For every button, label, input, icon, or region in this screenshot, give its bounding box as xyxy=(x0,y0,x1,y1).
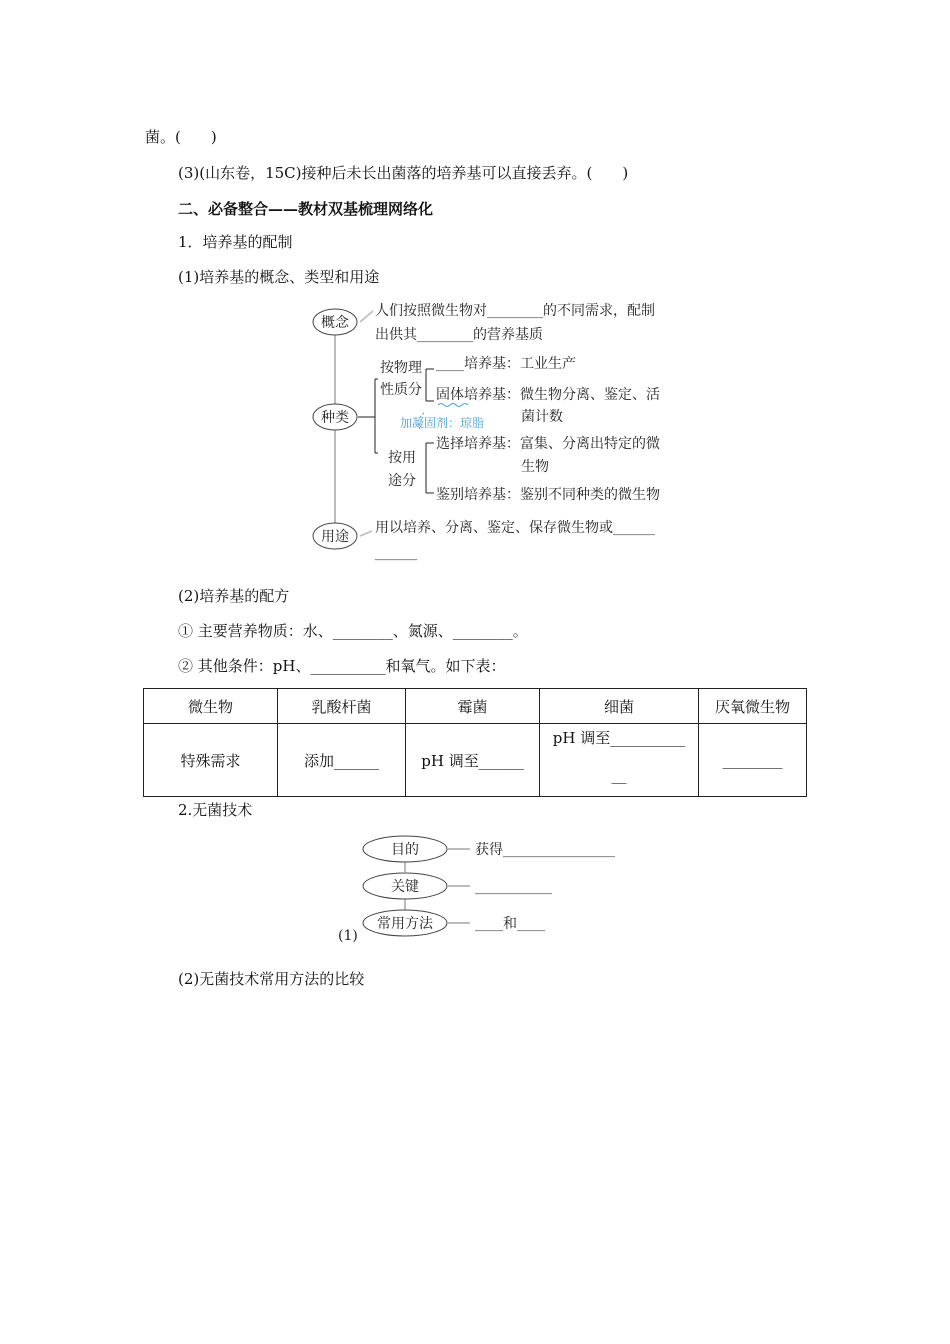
section-heading: 二、必备整合——教材双基梳理网络化 xyxy=(178,200,434,218)
subheading-medium-prep: 1．培养基的配制 xyxy=(178,233,293,251)
header-cell: 微生物 xyxy=(144,689,278,724)
handwritten-note: 加凝固剂：琼脂 xyxy=(400,416,485,430)
use-category-line1: 按用 xyxy=(388,450,416,466)
use-bracket xyxy=(426,443,434,493)
subheading-comparison: (2)无菌技术常用方法的比较 xyxy=(178,970,365,988)
bacteria-cell xyxy=(540,724,699,797)
subheading-concept: (1)培养基的概念、类型和用途 xyxy=(178,268,380,286)
physical-category-line1: 按物理 xyxy=(380,360,422,376)
use-label: 用途 xyxy=(321,529,349,545)
use-text-line1: 用以培养、分离、鉴定、保存微生物或______ xyxy=(375,520,655,536)
row-label-cell: 特殊需求 xyxy=(144,724,278,797)
physical-bracket xyxy=(426,369,434,401)
table-row xyxy=(144,724,807,797)
key-text: ___________ xyxy=(475,879,552,895)
handwritten-wave-underline xyxy=(438,404,468,407)
concept-arrow xyxy=(360,311,373,322)
key-label: 关键 xyxy=(391,879,419,895)
header-cell: 霉菌 xyxy=(406,689,540,724)
question-tail: 菌。( ) xyxy=(145,128,217,146)
selective-medium-line1: 选择培养基：富集、分离出特定的微 xyxy=(436,436,660,452)
goal-label: 目的 xyxy=(391,842,419,858)
figure-number: (1) xyxy=(338,928,358,944)
bacteria-cell-line1: pH 调至__________ xyxy=(552,728,686,747)
subheading-aseptic: 2.无菌技术 xyxy=(178,801,253,819)
differential-medium: 鉴别培养基：鉴别不同种类的微生物 xyxy=(436,487,660,503)
question-3: (3)(山东卷，15C)接种后未长出菌落的培养基可以直接丢弃。( ) xyxy=(178,164,629,182)
medium-concept-map xyxy=(300,295,680,565)
mold-cell: pH 调至______ xyxy=(406,724,540,797)
lactic-cell: 添加______ xyxy=(278,724,406,797)
header-cell: 乳酸杆菌 xyxy=(278,689,406,724)
header-cell: 厌氧微生物 xyxy=(699,689,807,724)
special-requirements-table xyxy=(143,688,807,797)
concept-label: 概念 xyxy=(321,315,349,331)
liquid-medium: ____培养基：工业生产 xyxy=(436,356,576,372)
method-label: 常用方法 xyxy=(377,916,433,932)
header-cell: 细菌 xyxy=(540,689,699,724)
aseptic-technique-map xyxy=(330,830,650,950)
selective-medium-line2: 生物 xyxy=(521,459,549,475)
use-text-line2: ______ xyxy=(375,545,417,561)
table-header-row xyxy=(144,689,807,724)
concept-text-line1: 人们按照微生物对________的不同需求，配制 xyxy=(375,303,655,319)
other-conditions: ② 其他条件：pH、__________和氧气。如下表： xyxy=(178,657,506,675)
anaerobe-cell: ________ xyxy=(699,724,807,797)
main-nutrients: ① 主要营养物质：水、________、氮源、________。 xyxy=(178,622,528,640)
goal-text: 获得________________ xyxy=(475,842,615,858)
subheading-formula: (2)培养基的配方 xyxy=(178,587,290,605)
physical-category-line2: 性质分 xyxy=(380,382,422,398)
method-text: ____和____ xyxy=(475,916,545,932)
solid-medium-line2: 菌计数 xyxy=(521,409,563,425)
type-label: 种类 xyxy=(321,410,349,426)
concept-text-line2: 出供其________的营养基质 xyxy=(375,327,543,343)
use-arrow xyxy=(360,531,372,536)
solid-medium-line1: 固体培养基：微生物分离、鉴定、活 xyxy=(436,387,660,403)
bacteria-cell-line2: __ xyxy=(611,765,627,784)
use-category-line2: 途分 xyxy=(388,473,416,489)
